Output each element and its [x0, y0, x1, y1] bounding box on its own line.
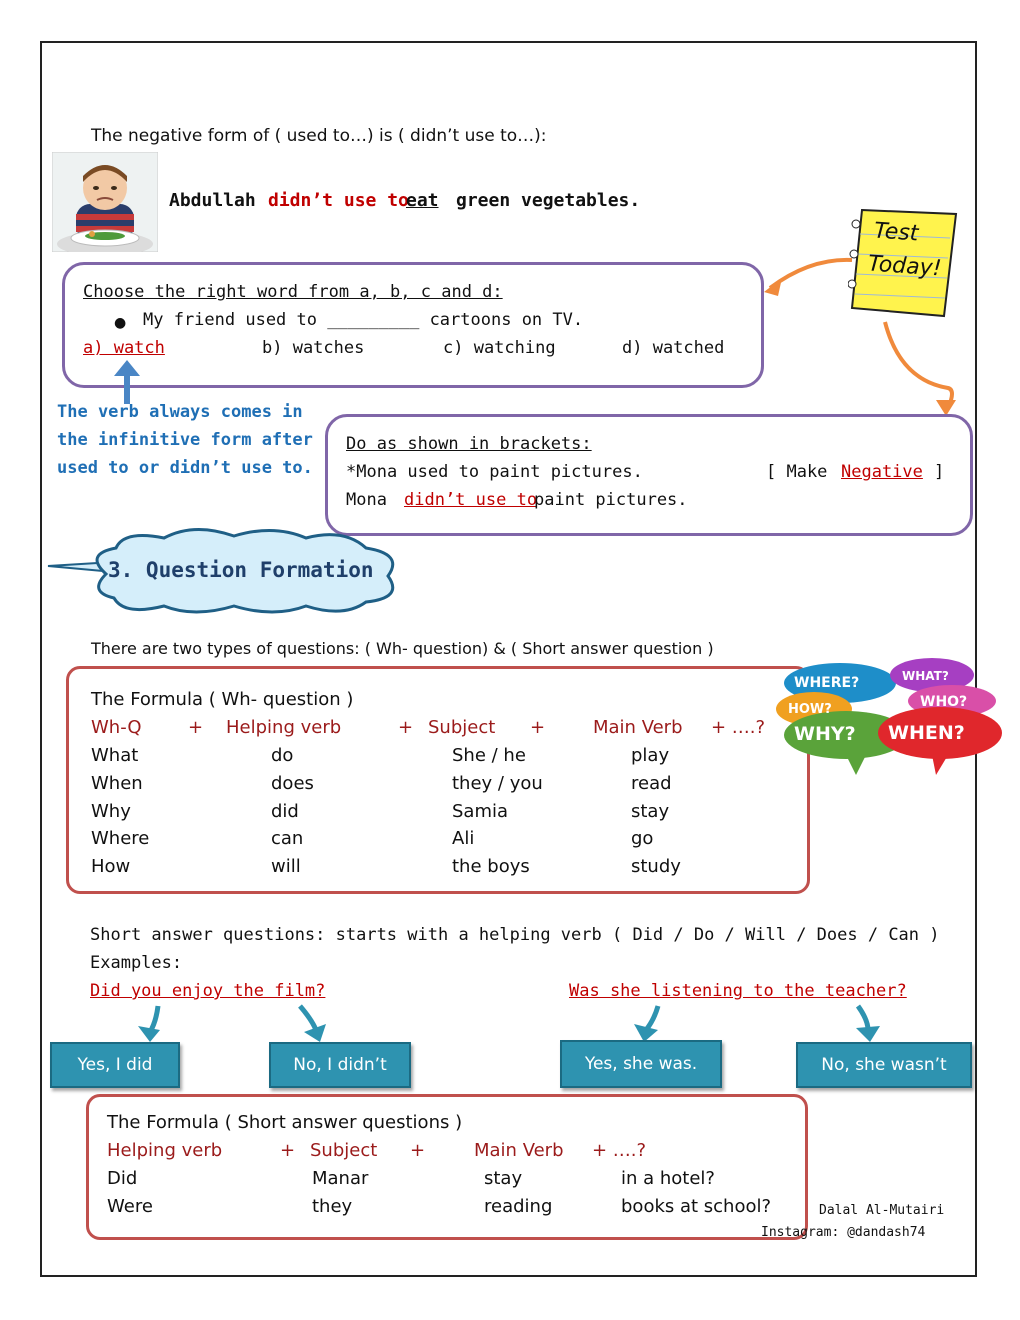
short-row2-verb: reading [484, 1196, 553, 1217]
example-negative: didn’t use to [268, 190, 409, 211]
wh-header-main: Main Verb [593, 717, 683, 738]
option-d: d) watched [622, 338, 725, 358]
note-line2: Today! [867, 251, 943, 282]
bubble-what: WHAT? [902, 669, 949, 683]
short-header-tail: + ….? [592, 1140, 647, 1161]
answer-yes-i-did: Yes, I did [50, 1042, 180, 1088]
short-header-subject: Subject [310, 1140, 378, 1161]
wh-header-whq: Wh-Q [91, 717, 142, 738]
negative-form-intro: The negative form of ( used to…) is ( didn’t use to…): [91, 126, 547, 146]
wh-row2-subject: they / you [452, 773, 543, 794]
verb-note-line1: The verb always comes in [57, 402, 303, 422]
section3-title: 3. Question Formation [108, 558, 374, 582]
wh-header-subject: Subject [428, 717, 496, 738]
bubble-how: HOW? [788, 702, 832, 717]
option-b: b) watches [262, 338, 365, 358]
example-question-1: Did you enjoy the film? [90, 981, 326, 1001]
short-row2-rest: books at school? [621, 1196, 772, 1217]
short-row1-verb: stay [484, 1168, 523, 1189]
exercise-choose-question: My friend used to _________ cartoons on TV. [143, 310, 584, 330]
bubble-who: WHO? [920, 694, 968, 710]
exercise-choose-heading: Choose the right word from a, b, c and d: [83, 282, 503, 302]
short-row2-helper: Were [107, 1196, 153, 1217]
example-verb: eat [406, 190, 439, 211]
wh-row2-verb: read [631, 773, 672, 794]
wh-row2-q: When [91, 773, 143, 794]
wh-row3-helper: did [271, 801, 299, 822]
wh-row1-helper: do [271, 745, 294, 766]
short-row1-helper: Did [107, 1168, 138, 1189]
down-arrows [130, 1002, 930, 1044]
wh-row4-verb: go [631, 828, 654, 849]
option-c: c) watching [443, 338, 556, 358]
wh-row3-verb: stay [631, 801, 670, 822]
example-subject: Abdullah [169, 190, 256, 211]
wh-row5-verb: study [631, 856, 681, 877]
up-arrow-icon [112, 360, 142, 406]
answer-rest: paint pictures. [534, 490, 688, 510]
wh-row1-q: What [91, 745, 139, 766]
answer-no-i-didnt: No, I didn’t [269, 1042, 411, 1088]
wh-row5-subject: the boys [452, 856, 530, 877]
bubble-why: WHY? [794, 723, 856, 745]
wh-row4-helper: can [271, 828, 304, 849]
example-rest: green vegetables. [456, 190, 641, 211]
exercise-brackets-heading: Do as shown in brackets: [346, 434, 592, 454]
question-bubbles-graphic [776, 655, 1008, 775]
wh-row5-helper: will [271, 856, 301, 877]
wh-row4-subject: Ali [452, 828, 475, 849]
answer-no-she-wasnt: No, she wasn’t [796, 1042, 972, 1088]
orange-arrows [760, 240, 990, 420]
wh-row2-helper: does [271, 773, 314, 794]
credit-instagram: Instagram: @dandash74 [761, 1225, 926, 1240]
verb-note-line3: used to or didn’t use to. [57, 458, 313, 478]
wh-row3-q: Why [91, 801, 131, 822]
exercise-brackets-sentence: *Mona used to paint pictures. [346, 462, 643, 482]
wh-row4-q: Where [91, 828, 150, 849]
wh-header-helping: Helping verb [226, 717, 342, 738]
short-header-main: Main Verb [474, 1140, 564, 1161]
short-row1-rest: in a hotel? [621, 1168, 715, 1189]
verb-note-line2: the infinitive form after [57, 430, 313, 450]
option-a: a) watch [83, 338, 165, 358]
bubble-where: WHERE? [794, 675, 860, 691]
bracket-open: [ Make [766, 462, 828, 482]
short-header-plus2: + [410, 1140, 426, 1161]
credit-name: Dalal Al-Mutairi [819, 1203, 945, 1218]
boy-photo [52, 152, 158, 252]
wh-header-tail: + ….? [711, 717, 766, 738]
short-formula-title: The Formula ( Short answer questions ) [107, 1112, 463, 1133]
short-row1-subject: Manar [312, 1168, 369, 1189]
question-types-line: There are two types of questions: ( Wh- question) & ( Short answer question ) [91, 639, 714, 658]
wh-row5-q: How [91, 856, 131, 877]
wh-header-plus3: + [530, 717, 546, 738]
examples-label: Examples: [90, 953, 183, 973]
wh-row1-verb: play [631, 745, 670, 766]
example-question-2: Was she listening to the teacher? [569, 981, 907, 1001]
short-header-helping: Helping verb [107, 1140, 223, 1161]
wh-row1-subject: She / he [452, 745, 526, 766]
note-line1: Test [873, 218, 920, 247]
short-header-plus1: + [280, 1140, 296, 1161]
bullet-icon: ● [114, 315, 127, 331]
wh-row3-subject: Samia [452, 801, 509, 822]
short-answer-line: Short answer questions: starts with a helping verb ( Did / Do / Will / Does / Can ) [90, 925, 940, 945]
short-row2-subject: they [312, 1196, 353, 1217]
wh-formula-title: The Formula ( Wh- question ) [91, 689, 354, 710]
answer-negative: didn’t use to [404, 490, 538, 510]
bracket-close: ] [934, 462, 945, 482]
bracket-word: Negative [841, 462, 923, 482]
answer-subject: Mona [346, 490, 387, 510]
wh-header-plus1: + [188, 717, 204, 738]
answer-yes-she-was: Yes, she was. [560, 1040, 722, 1088]
bubble-when: WHEN? [888, 722, 965, 744]
wh-header-plus2: + [398, 717, 414, 738]
